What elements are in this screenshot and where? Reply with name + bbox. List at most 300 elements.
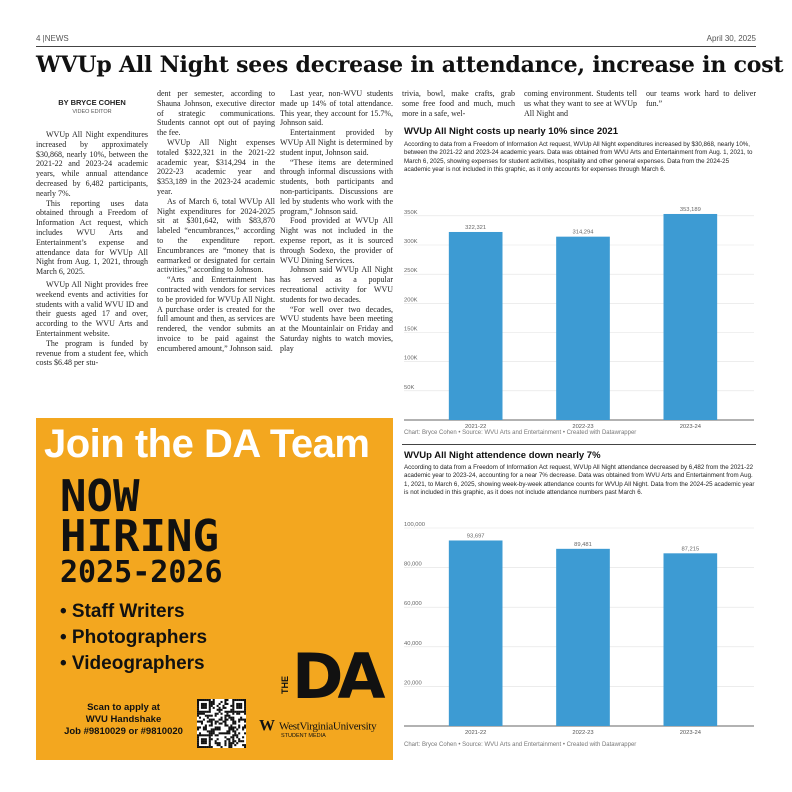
qr-module (242, 699, 244, 701)
qr-module (224, 732, 226, 734)
qr-module (226, 703, 228, 705)
qr-module (209, 705, 211, 707)
qr-module (201, 746, 203, 748)
qr-module (205, 742, 207, 744)
qr-module (242, 728, 244, 730)
qr-module (209, 701, 211, 703)
y-tick-label: 20,000 (404, 680, 422, 687)
x-tick-label: 2022-23 (572, 730, 594, 736)
qr-module (197, 701, 199, 703)
qr-module (201, 703, 203, 705)
qr-module (213, 730, 215, 732)
qr-module (209, 709, 211, 711)
qr-module (234, 732, 236, 734)
qr-module (240, 740, 242, 742)
y-tick-label: 60,000 (404, 601, 422, 608)
qr-module (203, 742, 205, 744)
chart-footnote: Chart: Bryce Cohen • Source: WVU Arts and Entertainment • Created with Datawrapper (404, 430, 637, 436)
qr-module (238, 724, 240, 726)
bar (664, 553, 718, 726)
qr-module (199, 734, 201, 736)
qr-module (232, 740, 234, 742)
qr-module (199, 711, 201, 713)
qr-module (228, 717, 230, 719)
qr-module (213, 732, 215, 734)
qr-module (238, 711, 240, 713)
qr-module (221, 723, 223, 725)
bar (664, 214, 718, 420)
qr-module (205, 707, 207, 709)
qr-module (219, 728, 221, 730)
paragraph: The program is funded by revenue from a student fee, which costs $6.48 per stu- (36, 338, 148, 368)
qr-module (197, 744, 199, 746)
article-column-5 (524, 89, 637, 118)
qr-module (197, 738, 199, 740)
paragraph: “For well over two decades, WVU students have been meeting at the Mountainlair on Friday and Saturday nights to watch movies, play (280, 304, 393, 353)
qr-module (222, 707, 224, 709)
wvu-flying-wv-icon: W (259, 717, 275, 735)
qr-module (211, 746, 213, 748)
qr-module (230, 705, 232, 707)
qr-module (211, 723, 213, 725)
paragraph: “Arts and Entertainment has contracted with vendors for services to be provided for WVUp All Night. A purchase order is created for the full amount and then, as services are rendered, the vendor submits an invoice to be paid against the encumbered amount,” Johnson said. (157, 275, 275, 353)
y-tick-label: 150K (404, 326, 418, 333)
qr-module (201, 699, 203, 701)
paragraph: dent per semester, according to Shauna Johnson, executive director of strategic communications. Students cannot opt out of paying the fee. (157, 89, 275, 138)
qr-module (224, 711, 226, 713)
qr-module (230, 719, 232, 721)
qr-module (238, 740, 240, 742)
qr-module (232, 709, 234, 711)
ad-apply-line: Job #9810029 or #9810020 (64, 726, 183, 737)
qr-module (217, 721, 219, 723)
byline-author: BY BRYCE COHEN (58, 98, 126, 107)
qr-module (205, 711, 207, 713)
qr-module (211, 705, 213, 707)
attendance-bar-chart (404, 518, 756, 738)
qr-module (232, 705, 234, 707)
qr-module (197, 705, 199, 707)
qr-module (244, 744, 246, 746)
qr-module (228, 738, 230, 740)
qr-module (226, 711, 228, 713)
y-tick-label: 50K (404, 384, 415, 391)
qr-module (244, 707, 246, 709)
qr-module (203, 746, 205, 748)
qr-module (203, 707, 205, 709)
qr-module (234, 721, 236, 723)
qr-module (232, 713, 234, 715)
qr-module (242, 719, 244, 721)
page-section-label: 4 |NEWS (36, 34, 69, 43)
qr-module (224, 717, 226, 719)
qr-module (244, 721, 246, 723)
x-tick-label: 2022-23 (572, 424, 594, 430)
qr-module (221, 746, 223, 748)
qr-module (197, 721, 199, 723)
qr-module (236, 703, 238, 705)
qr-module (203, 711, 205, 713)
qr-module (205, 726, 207, 728)
issue-date: April 30, 2025 (706, 34, 756, 43)
qr-module (232, 699, 234, 701)
qr-module (224, 715, 226, 717)
qr-module (226, 699, 228, 701)
qr-module (197, 726, 199, 728)
qr-module (224, 701, 226, 703)
qr-module (197, 715, 199, 717)
qr-module (228, 715, 230, 717)
qr-module (213, 703, 215, 705)
wvu-name: WestVirginiaUniversity (279, 720, 377, 733)
qr-module (226, 730, 228, 732)
qr-module (234, 744, 236, 746)
qr-module (207, 721, 209, 723)
qr-module (244, 713, 246, 715)
ad-apply-line: WVU Handshake (85, 714, 162, 725)
chart-title: WVUp All Night costs up nearly 10% since 2021 (404, 126, 618, 137)
qr-module (221, 732, 223, 734)
y-tick-label: 100,000 (404, 522, 425, 528)
qr-module (240, 705, 242, 707)
qr-module (209, 742, 211, 744)
qr-module (219, 719, 221, 721)
qr-module (201, 723, 203, 725)
qr-module (228, 711, 230, 713)
qr-module (244, 711, 246, 713)
x-tick-label: 2023-24 (679, 424, 701, 430)
qr-module (209, 746, 211, 748)
qr-module (219, 707, 221, 709)
qr-module (197, 709, 199, 711)
qr-module (219, 711, 221, 713)
qr-module (211, 719, 213, 721)
qr-module (224, 736, 226, 738)
article-column-2 (157, 89, 275, 354)
qr-module (203, 703, 205, 705)
qr-module (234, 740, 236, 742)
bar-value-label: 322,321 (465, 224, 487, 231)
article-column-1 (36, 98, 148, 368)
x-tick-label: 2021-22 (465, 424, 487, 430)
qr-module (240, 711, 242, 713)
qr-module (238, 732, 240, 734)
qr-module (211, 701, 213, 703)
qr-module (209, 730, 211, 732)
qr-module (213, 699, 215, 701)
qr-module (226, 719, 228, 721)
qr-module (197, 703, 199, 705)
qr-module (221, 709, 223, 711)
qr-module (221, 701, 223, 703)
qr-module (219, 703, 221, 705)
qr-module (234, 699, 236, 701)
paragraph: Entertainment provided by WVUp All Night is determined by student input, Johnson said. (280, 128, 393, 157)
qr-module (209, 740, 211, 742)
paragraph: “These items are determined through informal discussions with students, both participants and non-participants. Discussions are led by students who work with the program,” Johnson said. (280, 157, 393, 216)
qr-module (197, 734, 199, 736)
qr-module (203, 713, 205, 715)
qr-module (221, 719, 223, 721)
qr-module (224, 740, 226, 742)
qr-module (203, 740, 205, 742)
qr-module (209, 703, 211, 705)
qr-module (240, 717, 242, 719)
qr-module (238, 713, 240, 715)
bar (556, 549, 610, 726)
qr-module (217, 709, 219, 711)
qr-module (205, 740, 207, 742)
qr-module (215, 734, 217, 736)
qr-module (232, 742, 234, 744)
qr-module (226, 713, 228, 715)
da-logo-the: THE (280, 676, 290, 694)
qr-module (222, 732, 224, 734)
qr-module (215, 713, 217, 715)
qr-module (201, 721, 203, 723)
qr-module (213, 707, 215, 709)
qr-module (242, 740, 244, 742)
qr-module (205, 699, 207, 701)
qr-module (240, 707, 242, 709)
qr-module (197, 740, 199, 742)
qr-module (205, 728, 207, 730)
qr-module (238, 703, 240, 705)
paragraph: WVUp All Night expenses totaled $322,321 in the 2021-22 academic year, $314,294 in the 2022-23 academic year and $353,189 in the 2023-24 academic year. (157, 137, 275, 196)
qr-module (228, 726, 230, 728)
qr-module (205, 734, 207, 736)
qr-module (205, 703, 207, 705)
qr-module (232, 711, 234, 713)
qr-module (222, 721, 224, 723)
qr-module (219, 732, 221, 734)
y-tick-label: 350K (404, 209, 418, 216)
bar-value-label: 87,215 (681, 546, 700, 553)
chart-footnote: Chart: Bryce Cohen • Source: WVU Arts and Entertainment • Created with Datawrapper (404, 742, 637, 748)
qr-module (226, 715, 228, 717)
qr-module (234, 734, 236, 736)
qr-module (240, 719, 242, 721)
qr-module (209, 711, 211, 713)
costs-bar-chart (404, 200, 756, 432)
ad-now: NOW (60, 471, 140, 522)
qr-module (203, 719, 205, 721)
y-tick-label: 300K (404, 239, 418, 245)
qr-module (197, 699, 199, 701)
qr-module (215, 728, 217, 730)
da-logo (280, 640, 380, 716)
qr-module (211, 715, 213, 717)
chart-description: According to data from a Freedom of Information Act request, WVUp All Night expenditures increased by $30,868, nearly 10%, between the 2021-22 and 2023-24 academic years. Data was obtained from WVU Arts and Entertainment from Aug. 1, 2021, to March 6, 2025, showing expenses for student activities, hospitality and other general expenses. Data from the 2024-25 academic year is not included in this graphic, as it only accounts for expenses through March 6. (404, 141, 753, 174)
qr-module (219, 742, 221, 744)
qr-module (224, 744, 226, 746)
qr-module (199, 726, 201, 728)
qr-module (228, 744, 230, 746)
bar (449, 232, 503, 420)
qr-module (211, 738, 213, 740)
qr-module (242, 726, 244, 728)
qr-module (215, 721, 217, 723)
qr-module (211, 734, 213, 736)
wvu-sub: STUDENT MEDIA (281, 733, 326, 740)
qr-module (234, 711, 236, 713)
ad-title: Join the DA Team (44, 422, 370, 466)
qr-module (238, 719, 240, 721)
ad-role-item: • Photographers (60, 627, 208, 648)
qr-module (215, 740, 217, 742)
qr-module (226, 738, 228, 740)
qr-module (244, 746, 246, 748)
qr-module (203, 726, 205, 728)
paragraph: Johnson said WVUp All Night has served as a popular recreational activity for WVU students for two decades. (280, 265, 393, 304)
qr-module (201, 734, 203, 736)
qr-module (199, 713, 201, 715)
qr-module (232, 719, 234, 721)
qr-module (244, 701, 246, 703)
qr-module (203, 699, 205, 701)
article-column-3 (280, 89, 393, 354)
qr-module (224, 721, 226, 723)
da-logo-letters: DA (292, 640, 380, 713)
bar (449, 540, 503, 726)
qr-module (207, 715, 209, 717)
paragraph: Food provided at WVUp All Night was not included in the expense report, as it is sourced through Sodexo, the provider of WVU Dining Services. (280, 216, 393, 265)
y-tick-label: 80,000 (404, 561, 422, 568)
bar-value-label: 89,481 (574, 541, 592, 548)
qr-module (219, 726, 221, 728)
qr-module (197, 742, 199, 744)
qr-module (232, 721, 234, 723)
qr-module (201, 740, 203, 742)
qr-module (222, 705, 224, 707)
ad-roles (60, 599, 207, 677)
qr-module (199, 721, 201, 723)
qr-module (203, 728, 205, 730)
qr-module (224, 742, 226, 744)
qr-module (205, 746, 207, 748)
qr-module (215, 723, 217, 725)
hiring-ad (36, 418, 393, 760)
bar (556, 237, 610, 420)
qr-module (209, 732, 211, 734)
qr-module (199, 717, 201, 719)
qr-module (217, 738, 219, 740)
qr-module (209, 707, 211, 709)
qr-module (209, 699, 211, 701)
qr-module (228, 742, 230, 744)
qr-module (232, 728, 234, 730)
qr-module (232, 734, 234, 736)
article-column-4 (402, 89, 515, 118)
costs-chart (404, 126, 756, 442)
qr-module (230, 728, 232, 730)
qr-module (244, 699, 246, 701)
qr-module (244, 709, 246, 711)
qr-module (211, 721, 213, 723)
qr-module (230, 711, 232, 713)
qr-module (217, 713, 219, 715)
qr-module (240, 699, 242, 701)
qr-module (215, 742, 217, 744)
y-tick-label: 100K (404, 355, 418, 362)
qr-module (203, 738, 205, 740)
qr-module (242, 711, 244, 713)
chart-divider (402, 444, 756, 445)
qr-module (234, 723, 236, 725)
qr-module (209, 721, 211, 723)
qr-module (230, 746, 232, 748)
qr-module (232, 717, 234, 719)
attendance-chart (404, 450, 756, 756)
y-tick-label: 250K (404, 268, 418, 275)
bar-value-label: 353,189 (679, 206, 701, 213)
paragraph: WVUp All Night expenditures increased by approximately $30,868, nearly 10%, between the 2021-22 and 2023-24 academic years, while annual attendance decreased by 6,482 participants, nearly 7%. (36, 130, 148, 198)
qr-module (201, 742, 203, 744)
qr-module (203, 734, 205, 736)
qr-module (209, 734, 211, 736)
qr-module (207, 717, 209, 719)
x-tick-label: 2021-22 (465, 730, 487, 736)
byline-role: VIDEO EDITOR (72, 109, 112, 115)
qr-module (240, 703, 242, 705)
qr-module (205, 724, 207, 726)
ad-apply-text (56, 702, 191, 738)
ad-hiring: HIRING (60, 511, 219, 562)
qr-module (236, 728, 238, 730)
qr-module (224, 699, 226, 701)
qr-module (201, 713, 203, 715)
qr-module (230, 709, 232, 711)
qr-module (232, 703, 234, 705)
qr-module (234, 730, 236, 732)
qr-module (244, 703, 246, 705)
qr-module (242, 744, 244, 746)
qr-module (201, 738, 203, 740)
qr-code[interactable] (197, 699, 246, 748)
qr-module (244, 726, 246, 728)
qr-module (213, 719, 215, 721)
qr-module (217, 734, 219, 736)
qr-module (236, 705, 238, 707)
qr-module (236, 707, 238, 709)
qr-module (221, 717, 223, 719)
ad-role-item: • Staff Writers (60, 601, 185, 622)
qr-module (207, 734, 209, 736)
qr-module (236, 736, 238, 738)
qr-module (238, 707, 240, 709)
qr-module (199, 699, 201, 701)
qr-module (207, 711, 209, 713)
qr-module (232, 707, 234, 709)
qr-module (236, 699, 238, 701)
qr-module (244, 724, 246, 726)
qr-module (207, 699, 209, 701)
qr-module (209, 736, 211, 738)
qr-module (199, 746, 201, 748)
qr-module (211, 728, 213, 730)
ad-role-item: • Videographers (60, 653, 205, 674)
qr-module (234, 726, 236, 728)
qr-module (224, 703, 226, 705)
qr-module (201, 707, 203, 709)
qr-module (215, 726, 217, 728)
qr-module (232, 738, 234, 740)
y-tick-label: 40,000 (404, 640, 422, 647)
qr-module (205, 705, 207, 707)
qr-module (209, 738, 211, 740)
qr-module (217, 742, 219, 744)
qr-module (244, 732, 246, 734)
